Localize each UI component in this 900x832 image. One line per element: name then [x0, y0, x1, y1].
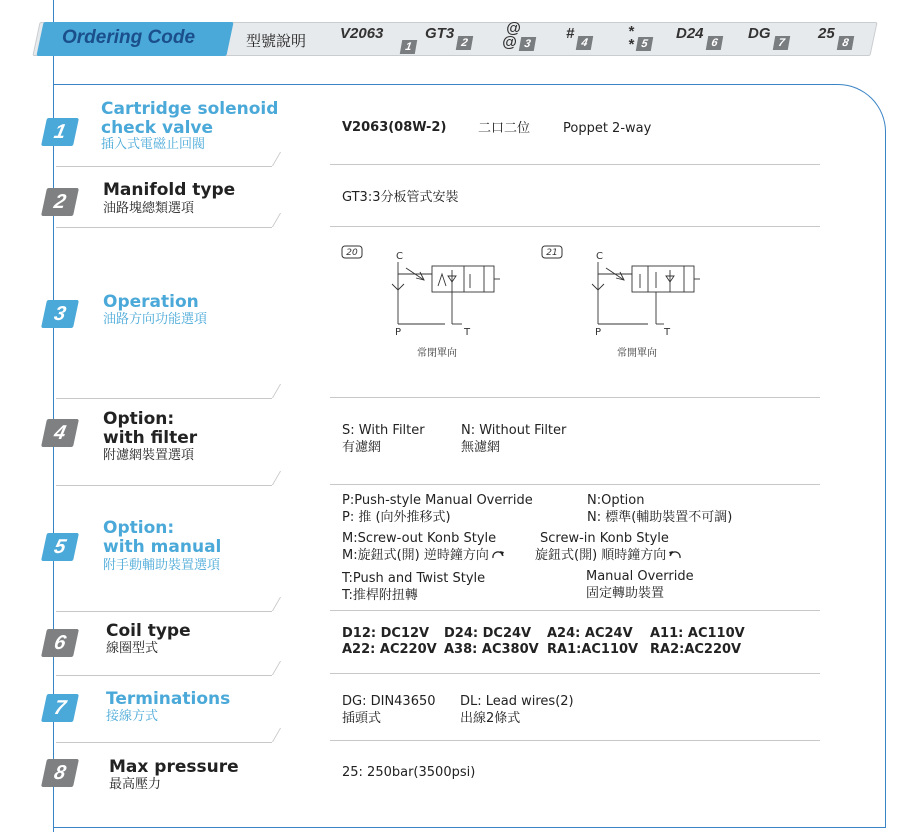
manual-m-zh-wrap — [342, 548, 505, 564]
section-title-line: Manifold type — [103, 180, 236, 200]
manual-si-zh-wrap — [535, 548, 682, 564]
code-num: 4 — [576, 36, 593, 50]
manual-t-zh: T:推桿附扭轉 — [342, 588, 418, 603]
section-title-6 — [106, 622, 191, 641]
term-dl-en: DL: Lead wires(2) — [460, 694, 574, 709]
manual-p-en: P:Push-style Manual Override — [342, 493, 533, 508]
manual-t-en: T:Push and Twist Style — [342, 571, 486, 586]
port-t-label: T — [464, 327, 471, 338]
left-separator — [56, 611, 272, 612]
coil-option: RA2:AC220V — [650, 642, 742, 657]
filter-n-zh: 無濾網 — [461, 440, 501, 455]
section-title-8 — [109, 758, 239, 777]
section-badge-5: 5 — [41, 533, 79, 561]
filter-s-en: S: With Filter — [342, 423, 425, 438]
code-num: 2 — [456, 36, 473, 50]
section-title-line: Coil type — [106, 621, 191, 641]
code-item-5 — [628, 23, 652, 53]
coil-option: A11: AC110V — [650, 626, 745, 641]
code-label: 21 — [546, 248, 558, 258]
code-text: @ — [506, 20, 521, 37]
section-badge-2: 2 — [41, 188, 79, 216]
manual-mo-zh: 固定轉助裝置 — [586, 586, 665, 601]
code-num: 8 — [836, 36, 853, 50]
section-title-line: check valve — [101, 118, 214, 138]
code-text: * — [628, 23, 634, 40]
section-badge-3: 3 — [41, 300, 79, 328]
term-dg-zh: 插頭式 — [342, 711, 382, 726]
manual-m-en: M:Screw-out Konb Style — [342, 531, 497, 546]
left-separator — [56, 485, 272, 486]
valve-type-text: Poppet 2-way — [563, 121, 652, 136]
section-title-line: Option: — [103, 409, 175, 429]
filter-s-zh: 有濾網 — [342, 440, 382, 455]
pressure-text: 25: 250bar(3500psi) — [342, 765, 476, 780]
manual-mo-en: Manual Override — [586, 569, 694, 584]
section-badge-6: 6 — [41, 629, 79, 657]
term-dl-zh: 出線2條式 — [460, 711, 521, 726]
section-badge-8: 8 — [41, 759, 79, 787]
section-badge-1: 1 — [41, 118, 79, 146]
filter-n-en: N: Without Filter — [461, 423, 567, 438]
left-separator — [56, 742, 272, 743]
hydraulic-symbol-21 — [540, 244, 710, 364]
section-zh-4: 附濾網裝置選項 — [103, 448, 195, 463]
symbol-lines — [392, 262, 500, 324]
coil-option: D24: DC24V — [444, 626, 532, 641]
code-num: 7 — [772, 36, 789, 50]
section-zh-7: 接線方式 — [106, 709, 159, 724]
section-title-line: Operation — [103, 292, 199, 312]
coil-option: A24: AC24V — [547, 626, 633, 641]
code-num-1-wrap — [398, 34, 416, 54]
manual-m-zh: M:旋鈕式(開) 逆時鐘方向 — [342, 548, 489, 563]
code-item-8 — [818, 25, 853, 50]
row-separator — [330, 164, 820, 165]
section-title-line: Cartridge solenoid — [101, 99, 279, 119]
row-separator — [330, 397, 820, 398]
code-item-7 — [748, 25, 789, 50]
code-item-1 — [340, 25, 383, 42]
code-text: GT3 — [425, 25, 455, 42]
manual-si-en: Screw-in Konb Style — [540, 531, 669, 546]
code-num: 6 — [705, 36, 722, 50]
section-zh-2: 油路塊總類選項 — [103, 201, 195, 216]
code-text-2: @ — [502, 34, 517, 51]
manual-p-zh: P: 推 (向外推移式) — [342, 510, 451, 525]
section-badge-7: 7 — [41, 694, 79, 722]
header-title: Ordering Code — [62, 27, 196, 48]
section-title-line: Terminations — [106, 689, 231, 709]
section-badge-4: 4 — [41, 419, 79, 447]
section-title-line: Max pressure — [109, 757, 239, 777]
rotate-ccw-icon — [491, 548, 505, 560]
port-p-label: P — [395, 327, 402, 338]
rotate-cw-icon — [668, 548, 682, 560]
ports-text: 二口二位 — [478, 121, 531, 136]
code-text-2: * — [628, 36, 634, 53]
section-title-line: Option: — [103, 518, 175, 538]
row-separator — [330, 484, 820, 485]
code-text: DG — [748, 25, 771, 42]
row-separator — [330, 610, 820, 611]
code-item-3 — [502, 20, 535, 51]
code-item-4 — [566, 25, 592, 50]
code-text: # — [566, 25, 575, 42]
hydraulic-symbol-20 — [340, 244, 510, 364]
term-dg-en: DG: DIN43650 — [342, 694, 436, 709]
manual-n-en: N:Option — [587, 493, 645, 508]
coil-option: D12: DC12V — [342, 626, 430, 641]
section-title-line: with manual — [103, 537, 222, 557]
code-num: 5 — [636, 37, 653, 51]
manual-n-zh: N: 標準(輔助裝置不可調) — [587, 510, 733, 525]
manifold-text: GT3:3分板管式安裝 — [342, 190, 459, 205]
diagram-caption: 常閉單向 — [417, 348, 457, 359]
section-zh-8: 最高壓力 — [109, 777, 162, 792]
manual-si-zh: 旋鈕式(開) 順時鐘方向 — [535, 548, 667, 563]
row-separator — [330, 226, 820, 227]
model-text: V2063(08W-2) — [342, 120, 447, 135]
diagram-caption: 常開單向 — [617, 348, 657, 359]
code-num: 3 — [518, 37, 535, 51]
left-separator — [56, 166, 272, 167]
section-zh-5: 附手動輔助裝置選項 — [103, 558, 221, 573]
section-title-5 — [103, 519, 221, 557]
code-text: D24 — [676, 25, 704, 42]
section-zh-3: 油路方向功能選項 — [103, 312, 208, 327]
section-zh-6: 線圈型式 — [106, 641, 159, 656]
section-title-7 — [106, 690, 230, 709]
port-c-label: C — [596, 251, 603, 262]
section-zh-1: 插入式電磁止回閥 — [101, 137, 206, 152]
coil-option: RA1:AC110V — [547, 642, 639, 657]
left-separator — [56, 227, 272, 228]
code-item-2 — [425, 25, 472, 50]
left-separator — [56, 675, 272, 676]
row-separator — [330, 673, 820, 674]
code-text: V2063 — [340, 25, 384, 42]
section-title-3 — [103, 293, 199, 312]
code-num: 1 — [400, 40, 417, 54]
section-title-4 — [103, 410, 197, 448]
section-title-2 — [103, 181, 235, 200]
coil-option: A22: AC220V — [342, 642, 437, 657]
section-title-1 — [101, 100, 278, 138]
port-c-label: C — [396, 251, 403, 262]
left-separator — [56, 398, 272, 399]
code-text: 25 — [818, 25, 835, 42]
row-separator — [330, 740, 820, 741]
port-t-label: T — [664, 327, 671, 338]
port-p-label: P — [595, 327, 602, 338]
section-title-line: with filter — [103, 428, 198, 448]
coil-option: A38: AC380V — [444, 642, 539, 657]
code-item-6 — [676, 25, 722, 50]
code-label: 20 — [346, 248, 358, 258]
symbol-lines — [592, 262, 700, 324]
header-label: 型號說明 — [246, 32, 307, 50]
